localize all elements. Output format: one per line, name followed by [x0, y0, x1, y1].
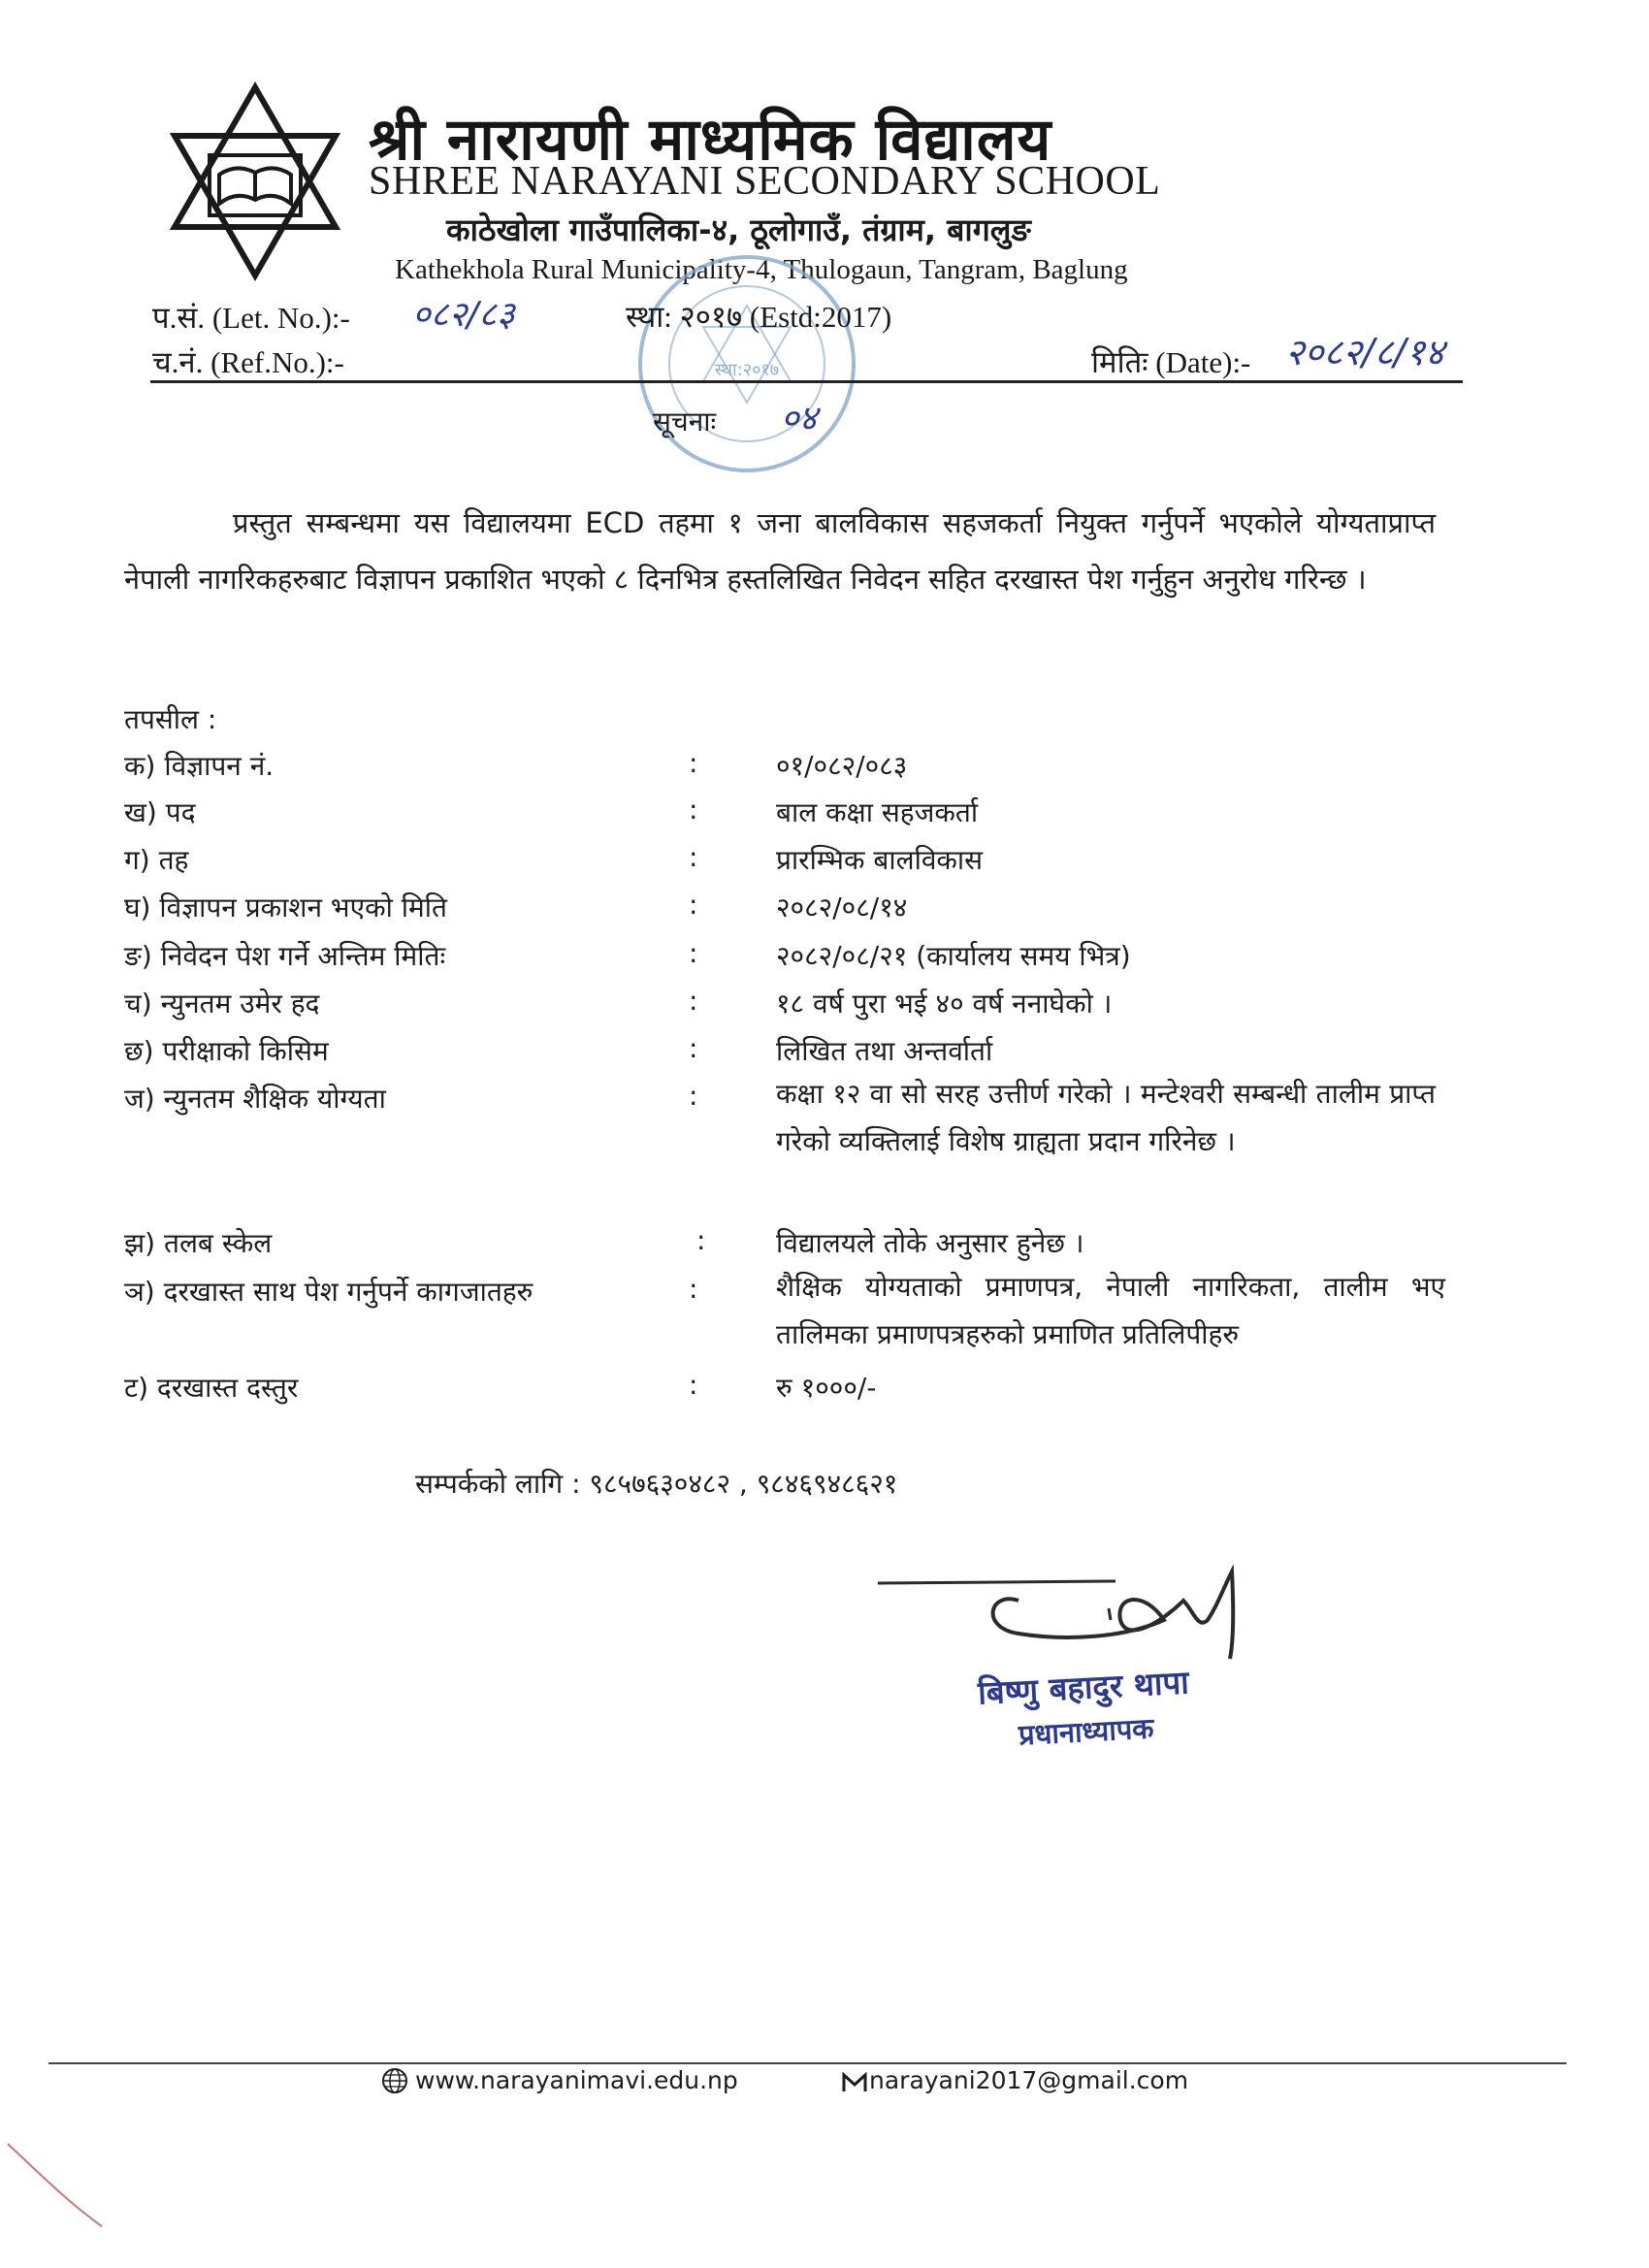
- detail-value-level: प्रारम्भिक बालविकास: [776, 844, 984, 876]
- detail-label-qualification: ज) न्युनतम शैक्षिक योग्यता: [124, 1083, 386, 1115]
- header-divider: [150, 380, 1463, 383]
- mail-icon: [842, 2072, 867, 2093]
- signatory-title: प्रधानाध्यापक: [1018, 1711, 1155, 1752]
- school-name-nepali: श्री नारायणी माध्यमिक विद्यालय: [369, 106, 1052, 174]
- detail-value-deadline: २०८२/०८/२१ (कार्यालय समय भित्र): [776, 940, 1131, 972]
- detail-value-ad-number: ०१/०८२/०८३: [776, 750, 908, 782]
- detail-colon: :: [696, 1224, 706, 1256]
- detail-label-age-limit: च) न्युनतम उमेर हद: [124, 988, 320, 1020]
- detail-colon: :: [689, 1273, 698, 1305]
- website-link[interactable]: www.narayanimavi.edu.np: [415, 2066, 738, 2094]
- detail-colon: :: [689, 937, 698, 969]
- contact-line: सम्पर्कको लागि : ९८५७६३०४८२ , ९८४६९४८६२१: [415, 1468, 898, 1500]
- detail-label-documents: ञ) दरखास्त साथ पेश गर्नुपर्ने कागजातहरु: [124, 1276, 534, 1308]
- detail-value-documents: शैक्षिक योग्यताको प्रमाणपत्र, नेपाली नागरिकता, तालीम भए तालिमका प्रमाणपत्रहरुको प्रमाणित प्रतिलिपीहरु: [776, 1271, 1445, 1350]
- detail-label-fee: ट) दरखास्त दस्तुर: [124, 1372, 299, 1404]
- detail-value-age-limit: १८ वर्ष पुरा भई ४० वर्ष ननाघेको ।: [776, 988, 1113, 1020]
- ref-no-label: च.नं. (Ref.No.):-: [152, 345, 344, 379]
- globe-icon: [380, 2066, 409, 2095]
- detail-value-publish-date: २०८२/०८/१४: [776, 891, 908, 923]
- stamp-text: स्था:२०१७: [714, 360, 780, 380]
- detail-colon: :: [689, 747, 698, 779]
- school-name-english: SHREE NARAYANI SECONDARY SCHOOL: [369, 159, 1161, 204]
- school-logo: [163, 81, 347, 285]
- notice-label: सूचनाः: [653, 405, 717, 437]
- detail-value-salary: विद्यालयले तोके अनुसार हुनेछ ।: [776, 1227, 1084, 1259]
- detail-value-fee: रु १०००/-: [776, 1372, 877, 1404]
- detail-label-level: ग) तह: [124, 844, 189, 876]
- detail-label-ad-number: क) विज्ञापन नं.: [124, 750, 275, 782]
- school-stamp: [630, 247, 863, 480]
- detail-colon: :: [689, 1369, 698, 1401]
- detail-value-qualification: कक्षा १२ वा सो सरह उत्तीर्ण गरेको । मन्टेश्वरी सम्बन्धी तालीम प्राप्त गरेको व्यक्तिलाई विशेष ग्राह्यता प्रदान गरिनेछ ।: [776, 1078, 1436, 1157]
- details-heading: तपसील :: [124, 703, 217, 735]
- detail-colon: :: [689, 841, 698, 873]
- date-value: २०८२/८/१४: [1285, 331, 1444, 373]
- email-link[interactable]: narayani2017@gmail.com: [869, 2066, 1189, 2094]
- handwritten-signature: [873, 1552, 1329, 1678]
- detail-colon: :: [689, 1080, 698, 1112]
- detail-value-post: बाल कक्षा सहजकर्ता: [776, 796, 979, 828]
- detail-colon: :: [689, 985, 698, 1017]
- date-label: मितिः (Date):-: [1091, 345, 1251, 379]
- address-nepali: काठेखोला गाउँपालिका-४, ठूलोगाउँ, तंग्राम, बागलुङ: [446, 211, 1031, 248]
- footer-divider: [48, 2062, 1567, 2064]
- notice-number: ०४: [781, 399, 818, 438]
- established-label: स्था: २०१७ (Estd:2017): [626, 300, 892, 334]
- signatory-name: बिष्णु बहादुर थापा: [977, 1663, 1190, 1712]
- letter-no-value: ०८२/८३: [412, 295, 515, 335]
- detail-label-exam-type: छ) परीक्षाको किसिम: [124, 1035, 329, 1067]
- detail-label-publish-date: घ) विज्ञापन प्रकाशन भएको मिति: [124, 891, 447, 923]
- letter-no-label: प.सं. (Let. No.):-: [152, 301, 350, 335]
- detail-value-exam-type: लिखित तथा अन्तर्वार्ता: [776, 1035, 993, 1067]
- scan-mark: [0, 2134, 116, 2241]
- detail-colon: :: [689, 1032, 698, 1064]
- detail-label-post: ख) पद: [124, 796, 196, 828]
- detail-colon: :: [689, 794, 698, 826]
- detail-label-salary: झ) तलब स्केल: [124, 1227, 273, 1259]
- detail-label-deadline: ङ) निवेदन पेश गर्ने अन्तिम मितिः: [124, 940, 446, 972]
- detail-colon: :: [689, 889, 698, 921]
- notice-paragraph: प्रस्तुत सम्बन्धमा यस विद्यालयमा ECD तहमा १ जना बालविकास सहजकर्ता नियुक्त गर्नुपर्ने भएकोले योग्यताप्राप्त नेपाली नागरिकहरुबाट विज्ञापन प्रकाशित भएको ८ दिनभित्र हस्तलिखित निवेदन सहित दरखास्त पेश गर्नुहुन अनुरोध गरिन्छ ।: [124, 506, 1436, 596]
- address-english: Kathekhola Rural Municipality-4, Thulogaun, Tangram, Baglung: [395, 254, 1128, 285]
